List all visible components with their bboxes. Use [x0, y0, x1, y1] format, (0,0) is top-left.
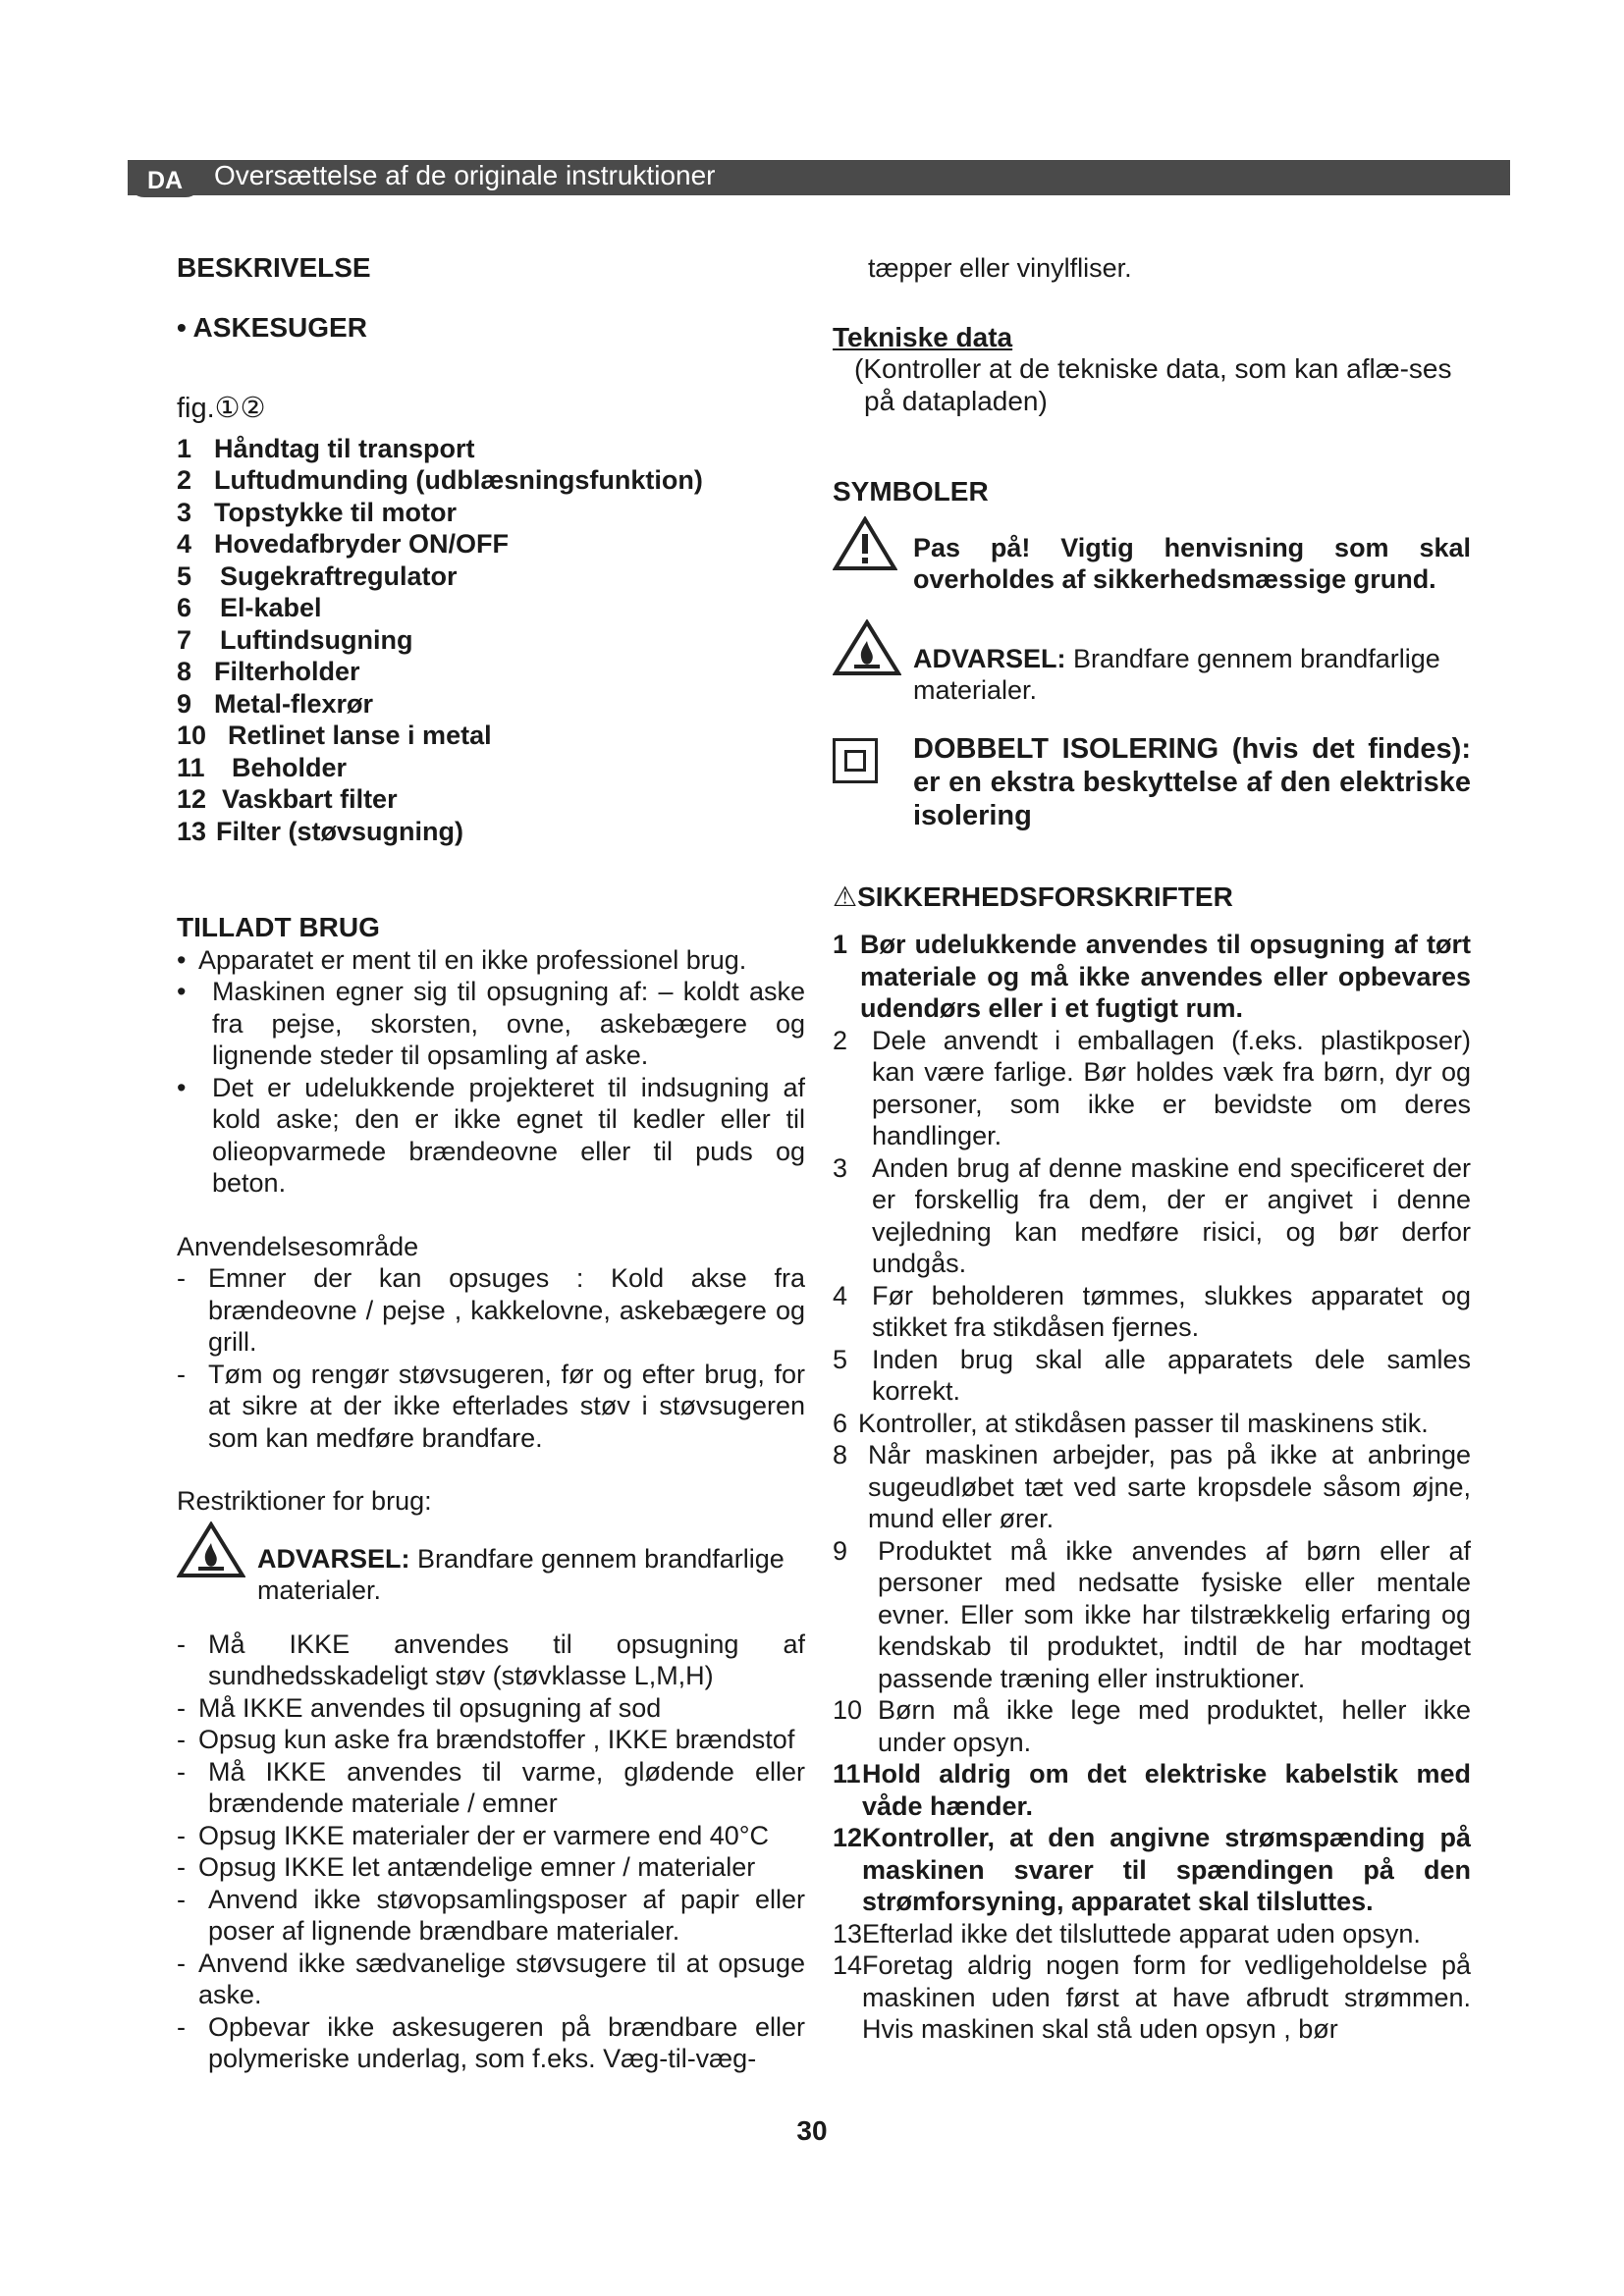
double-insulation-icon: [833, 732, 913, 832]
restriktioner-title: Restriktioner for brug:: [177, 1486, 432, 1516]
fire-warning-icon: [833, 619, 913, 707]
parts-list-item: 4 Hovedafbryder ON/OFF: [177, 529, 510, 559]
restriktioner-list: [177, 1629, 805, 2075]
list-item: 5 Inden brug skal alle apparatets dele samles korrekt.: [833, 1344, 1471, 1406]
list-item: • Apparatet er ment til en ikke professionel brug.: [177, 944, 747, 975]
section-title-beskrivelse: BESKRIVELSE: [177, 252, 371, 283]
header-title: Oversættelse af de originale instruktioner: [214, 160, 716, 190]
parts-list-item: 5 Sugekraftregulator: [177, 561, 458, 591]
parts-list-item: 9 Metal-flexrør: [177, 688, 374, 719]
safety-rules-list: [833, 929, 1471, 2046]
list-item: 2 Dele anvendt i emballagen (f.eks. plastikposer) kan være farlige. Bør holdes væk fra børn, dyr og personer, som ikke er bevidste om deres handlinger.: [833, 1025, 1471, 1150]
anvendelse-title: Anvendelsesområde: [177, 1231, 419, 1261]
right-column: [833, 245, 1471, 2046]
list-item: • Det er udelukkende projekteret til indsugning af kold aske; den er ikke egnet til kedler eller til olieopvarmede brændeovne eller til puds og beton.: [177, 1072, 805, 1198]
list-item: - Må IKKE anvendes til varme, glødende eller brændende materiale / emner: [177, 1756, 805, 1818]
list-item: - Opbevar ikke askesugeren på brændbare eller polymeriske underlag, som f.eks. Væg-til-væg-: [177, 2011, 805, 2073]
parts-list-item: 1 Håndtag til transport: [177, 433, 475, 463]
parts-list-item: 11 Beholder: [177, 752, 348, 782]
fire-warning-icon: [177, 1522, 257, 1607]
section-title-tilladt-brug: TILLADT BRUG: [177, 912, 380, 942]
list-item: - Anvend ikke støvopsamlingsposer af papir eller poser af lignende brændbare materialer.: [177, 1884, 805, 1946]
list-item: 4 Før beholderen tømmes, slukkes apparatet og stikket fra stikdåsen fjernes.: [833, 1280, 1471, 1342]
list-item: - Tøm og rengør støvsugeren, før og efter brug, for at sikre at der ikke efterlades støv i støvsugeren som kan medføre brandfare.: [177, 1359, 805, 1453]
continued-text: tæpper eller vinylfliser.: [868, 253, 1132, 283]
askesuger-heading: • ASKESUGER: [177, 311, 367, 343]
list-item: 6 Kontroller, at stikdåsen passer til maskinens stik.: [833, 1408, 1429, 1438]
parts-list-item: 3 Topstykke til motor: [177, 497, 458, 527]
list-item: - Anvend ikke sædvanelige støvsugere til at opsuge aske.: [177, 1948, 805, 2009]
figure-reference: fig.①②: [177, 393, 266, 424]
parts-list-item: 13 Filter (støvsugning): [177, 816, 463, 846]
list-item: 9 Produktet må ikke anvendes af børn eller af personer med nedsatte fysiske eller mentale evner. Eller som ikke har tilstrækkelig erfaring og kendskab til produktet, indtil de har modtaget passende træning eller instruktioner.: [833, 1535, 1471, 1693]
section-title-symboler: SYMBOLER: [833, 476, 989, 507]
parts-list-item: 12 Vaskbart filter: [177, 784, 398, 814]
list-item: - Må IKKE anvendes til opsugning af sundhedsskadeligt støv (støvklasse L,M,H): [177, 1629, 805, 1690]
left-column: [177, 245, 805, 2075]
list-item: 11 Hold aldrig om det elektriske kabelstik med våde hænder.: [833, 1759, 1471, 1821]
section-title-sikkerhed: ⚠SIKKERHEDSFORSKRIFTER: [833, 881, 1233, 912]
symbol-double-insulation-row: DOBBELT ISOLERING (hvis det findes): er en ekstra beskyttelse af den elektriske isolering: [833, 732, 1471, 832]
list-item: - Opsug kun aske fra brændstoffer , IKKE brændstof: [177, 1725, 795, 1754]
list-item: 1 Bør udelukkende anvendes til opsugning af tørt materiale og må ikke anvendes eller opbevares udendørs eller i et fugtigt rum.: [833, 930, 1471, 1023]
list-item: 13 Efterlad ikke det tilsluttede apparat uden opsyn.: [833, 1918, 1421, 1949]
list-item: - Opsug IKKE materialer der er varmere end 40°C: [177, 1820, 770, 1850]
warning-fire-row: ADVARSEL: Brandfare gennem brandfarlige materialer.: [177, 1522, 805, 1607]
list-item: 3 Anden brug af denne maskine end specificeret der er forskellig fra dem, der er angivet i denne vejledning kan medføre risici, og bør derfor undgås.: [833, 1152, 1471, 1278]
list-item: 14 Foretag aldrig nogen form for vedligeholdelse på maskinen uden først at have afbrudt strømmen. Hvis maskinen skal stå uden opsyn , bør: [833, 1950, 1471, 2044]
list-item: - Emner der kan opsuges : Kold akse fra brændeovne / pejse , kakkelovne, askebægere og grill.: [177, 1263, 805, 1357]
list-item: 8 Når maskinen arbejder, pas på ikke at anbringe sugeudløbet tæt ved sarte kropsdele såsom øjne, mund eller ører.: [833, 1440, 1471, 1533]
tekniske-data-text: (Kontroller at de tekniske data, som kan aflæ-ses på datapladen): [854, 353, 1452, 416]
symbol-attention-row: Pas på! Vigtig henvisning som skal overholdes af sikkerhedsmæssige grund.: [833, 516, 1471, 596]
parts-list-item: 10 Retlinet lanse i metal: [177, 721, 492, 750]
parts-list-item: 6 El-kabel: [177, 593, 322, 622]
symbol-fire-row: ADVARSEL: Brandfare gennem brandfarlige materialer.: [833, 619, 1471, 707]
page-number: 30: [796, 2115, 828, 2146]
tilladt-brug-list: [177, 944, 805, 1200]
warning-triangle-icon: [833, 516, 913, 596]
parts-list-item: 8 Filterholder: [177, 657, 360, 686]
anvendelse-list: [177, 1262, 805, 1454]
list-item: 12 Kontroller, at den angivne strømspænding på maskinen svarer til spændingen på den strømforsyning, apparatet skal tilsluttes.: [833, 1823, 1471, 1916]
parts-list-item: 2 Luftudmunding (udblæsningsfunktion): [177, 465, 703, 495]
section-title-tekniske-data: Tekniske data: [833, 321, 1013, 352]
list-item: • Maskinen egner sig til opsugning af: – koldt aske fra pejse, skorsten, ovne, askebægere og lignende steder til opsamling af aske.: [177, 977, 805, 1070]
list-item: - Opsug IKKE let antændelige emner / materialer: [177, 1852, 756, 1882]
list-item: - Må IKKE anvendes til opsugning af sod: [177, 1692, 662, 1723]
language-badge: DA: [128, 164, 202, 197]
parts-list: [177, 433, 805, 848]
parts-list-item: 7 Luftindsugning: [177, 624, 413, 655]
list-item: 10 Børn må ikke lege med produktet, heller ikke under opsyn.: [833, 1695, 1471, 1757]
